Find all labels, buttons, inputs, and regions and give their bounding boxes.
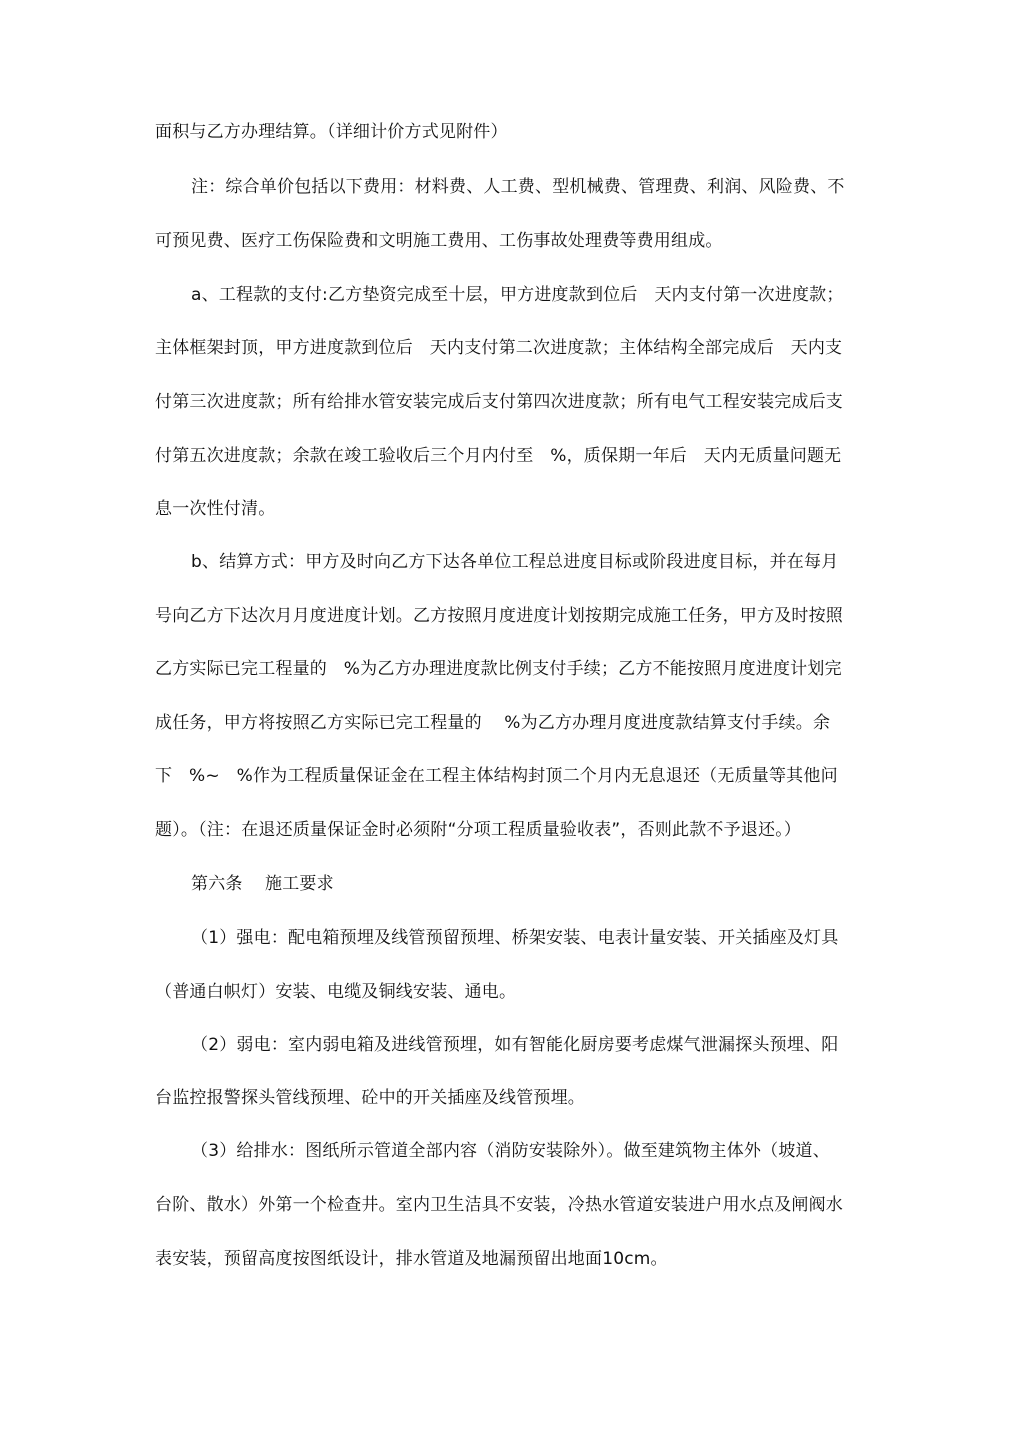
text-line: （2）弱电：室内弱电箱及进线管预埋，如有智能化厨房要考虑煤气泄漏探头预埋、阳 xyxy=(191,1035,839,1055)
section-heading: 第六条 施工要求 xyxy=(191,874,334,894)
text-line: b、结算方式：甲方及时向乙方下达各单位工程总进度目标或阶段进度目标，并在每月 xyxy=(191,552,839,572)
text-line: 主体框架封顶，甲方进度款到位后 天内支付第二次进度款；主体结构全部完成后 天内支 xyxy=(155,338,843,358)
text-line: 付第三次进度款；所有给排水管安装完成后支付第四次进度款；所有电气工程安装完成后支 xyxy=(155,392,843,412)
text-line: 成任务，甲方将按照乙方实际已完工程量的 %为乙方办理月度进度款结算支付手续。余 xyxy=(155,713,831,733)
text-line: 面积与乙方办理结算。（详细计价方式见附件） xyxy=(155,122,508,142)
text-line: 表安装，预留高度按图纸设计，排水管道及地漏预留出地面10cm。 xyxy=(155,1249,668,1269)
text-line: （普通白帜灯）安装、电缆及铜线安装、通电。 xyxy=(155,982,517,1002)
text-line: a、工程款的支付:乙方垫资完成至十层，甲方进度款到位后 天内支付第一次进度款； xyxy=(191,285,844,305)
text-line: 台阶、散水）外第一个检查井。室内卫生洁具不安装，冷热水管道安装进户用水点及闸阀水 xyxy=(155,1195,843,1215)
text-line: 号向乙方下达次月月度进度计划。乙方按照月度进度计划按期完成施工任务，甲方及时按照 xyxy=(155,606,843,626)
text-line: 乙方实际已完工程量的 %为乙方办理进度款比例支付手续；乙方不能按照月度进度计划完 xyxy=(155,659,842,679)
text-line: 息一次性付清。 xyxy=(155,499,276,519)
text-line: 下 %~ %作为工程质量保证金在工程主体结构封顶二个月内无息退还（无质量等其他问 xyxy=(155,766,838,786)
text-line: 注：综合单价包括以下费用：材料费、人工费、型机械费、管理费、利润、风险费、不 xyxy=(191,177,845,197)
text-line: 付第五次进度款；余款在竣工验收后三个月内付至 %，质保期一年后 天内无质量问题无 xyxy=(155,446,842,466)
text-line: 题）。（注：在退还质量保证金时必须附“分项工程质量验收表”，否则此款不予退还。） xyxy=(155,820,802,840)
text-line: 台监控报警探头管线预埋、砼中的开关插座及线管预埋。 xyxy=(155,1088,585,1108)
text-line: 可预见费、医疗工伤保险费和文明施工费用、工伤事故处理费等费用组成。 xyxy=(155,231,723,251)
text-line: （1）强电：配电箱预埋及线管预留预埋、桥架安装、电表计量安装、开关插座及灯具 xyxy=(191,928,839,948)
text-line: （3）给排水：图纸所示管道全部内容（消防安装除外）。做至建筑物主体外（坡道、 xyxy=(191,1141,830,1161)
